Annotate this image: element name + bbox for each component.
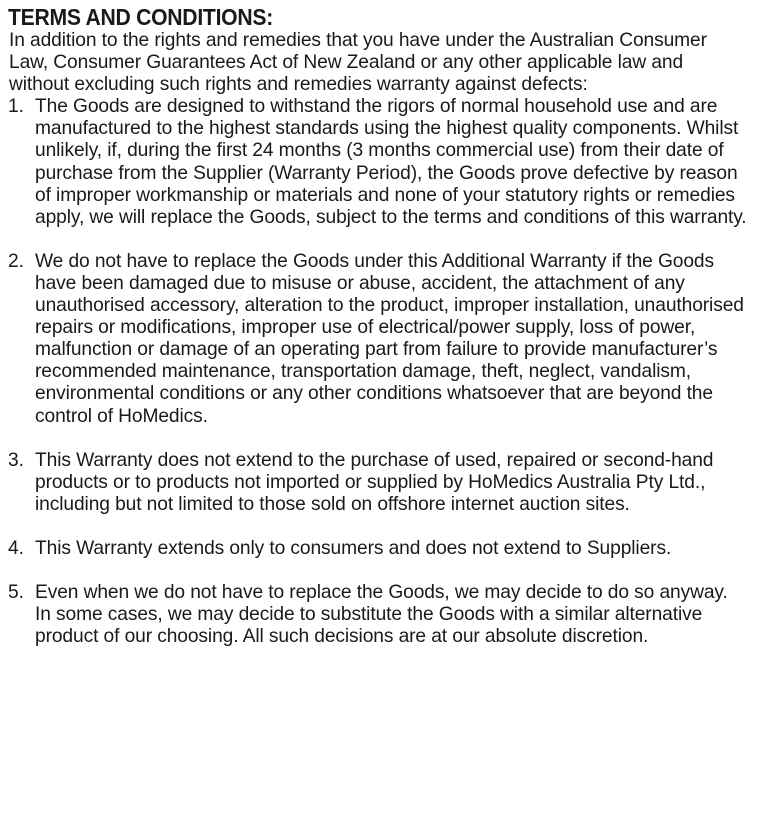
paragraph-spacer [8, 229, 748, 251]
clause-number: 3. [8, 449, 24, 471]
clause-number: 1. [8, 96, 24, 118]
clause-number: 2. [8, 250, 24, 272]
page-title: TERMS AND CONDITIONS: [8, 4, 273, 30]
clause-3 [8, 450, 748, 516]
clause-text: This Warranty extends only to consumers and does not extend to Suppliers. [35, 537, 672, 559]
paragraph-spacer [8, 428, 748, 450]
clause-1 [8, 96, 748, 229]
clause-number: 5. [8, 581, 24, 603]
intro-paragraph: In addition to the rights and remedies that you have under the Australian Consumer Law, Consumer Guarantees Act of New Zealand or any other applicable law and without excluding such rights and remedies warranty against defects: [9, 30, 707, 96]
terms-document [8, 4, 748, 648]
clause-4 [8, 538, 748, 560]
clause-text: The Goods are designed to withstand the rigors of normal household use and are manufactured to the highest standards using the highest quality components. Whilst unlikely, if, during the first 24 months (3 months commercial use) from their date of purchase from the Supplier (Warranty Period), the Goods prove defective by reason of improper workmanship or materials and none of your statutory rights or remedies apply, we will replace the Goods, subject to the terms and conditions of this warranty. [35, 96, 747, 228]
clause-number: 4. [8, 537, 24, 559]
clause-2 [8, 251, 748, 428]
clause-text: We do not have to replace the Goods under this Additional Warranty if the Goods have been damaged due to misuse or abuse, accident, the attachment of any unauthorised accessory, alteration to the product, improper installation, unauthorised repairs or modifications, improper use of electrical/power supply, loss of power, malfunction or damage of an operating part from failure to provide manufacturer’s recommended maintenance, transportation damage, theft, neglect, vandalism, environmental conditions or any other conditions whatsoever that are beyond the control of HoMedics. [35, 250, 744, 427]
clause-text: This Warranty does not extend to the purchase of used, repaired or second-hand products or to products not imported or supplied by HoMedics Australia Pty Ltd., including but not limited to those sold on offshore internet auction sites. [35, 449, 714, 515]
paragraph-spacer [8, 516, 748, 538]
clause-text: Even when we do not have to replace the Goods, we may decide to do so anyway. In some cases, we may decide to substitute the Goods with a similar alternative product of our choosing. All such decisions are at our absolute discretion. [35, 581, 728, 648]
paragraph-spacer [8, 560, 748, 582]
clause-5 [8, 582, 748, 648]
